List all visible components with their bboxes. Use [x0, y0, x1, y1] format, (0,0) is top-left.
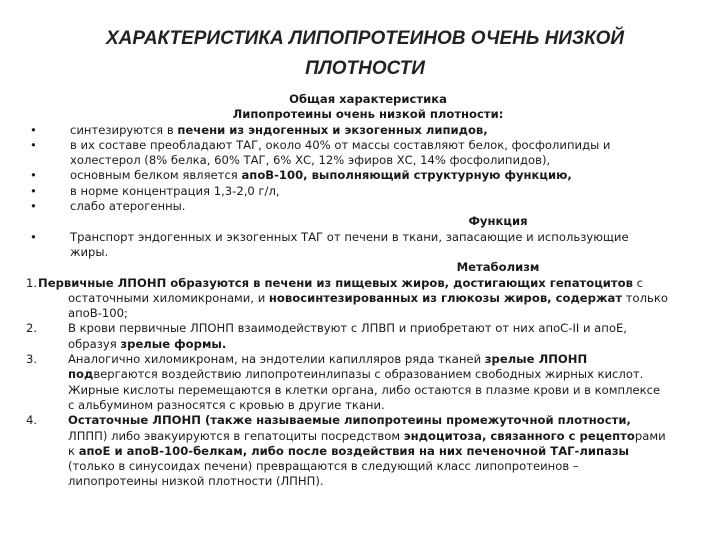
bullet-text-bold: апоВ-100, выполняющий структурную функцию, [241, 168, 572, 183]
numbered-item [26, 276, 670, 322]
bullet-icon: • [30, 229, 37, 244]
bullet-text: в их составе преобладают ТАГ, около 40% от массы составляют белок, фосфолипиды и холестерол (8% белка, 60% ТАГ, 6% ХС, 12% эфиров ХС, 14% фосфолипидов), [70, 137, 611, 168]
item-text: (только в синусоидах печени) превращаются в следующий класс липопротеинов – липопротеины низкой плотности (ЛПНП). [68, 459, 579, 489]
metabolism-heading: Метаболизм [456, 260, 540, 275]
item-text: В крови первичные ЛПОНП взаимодействуют с ЛПВП и приобретают от них апоС-II и апоЕ, образуя [68, 321, 627, 351]
bullet-icon: • [30, 183, 37, 198]
slide-body [26, 92, 670, 490]
item-text: Аналогично хиломикронам, на эндотелии капилляров ряда тканей [68, 352, 485, 367]
item-text-bold: новосинтезированных из глюкозы жиров, содержат [268, 290, 623, 305]
bullet-text: слабо атерогенны. [70, 199, 186, 214]
bullet-text: Транспорт эндогенных и экзогенных ТАГ от печени в ткани, запасающие и использующие жиры. [70, 229, 629, 259]
item-text-bold: апоЕ и апоВ-100-белкам, либо после воздействия на них печеночной ТАГ-липазы [78, 443, 630, 458]
bullet-text-bold: печени из эндогенных и экзогенных липидов, [177, 122, 488, 137]
item-text: рами к [68, 428, 666, 458]
page-title: ХАРАКТЕРИСТИКА ЛИПОПРОТЕИНОВ ОЧЕНЬ НИЗКОЙ ПЛОТНОСТИ [105, 28, 625, 79]
numbered-item [26, 321, 670, 352]
bullet-icon: • [30, 122, 37, 137]
bullet-item [26, 199, 670, 214]
item-text-bold: Остаточные ЛПОНП (также называемые липопротеины промежуточной плотности, [68, 413, 631, 428]
item-text: с остаточными хиломикронами, и [68, 275, 644, 305]
bullet-icon: • [30, 168, 37, 183]
item-text-bold: зрелые формы. [120, 336, 227, 351]
item-text: вергаются воздействию липопротеинлипазы с образованием свободных жирных кислот. Жирные кислоты перемещаются в клетки органа, либо остаются в плазме крови и в комплексе с альбумином разносятся с кровью в другие ткани. [68, 367, 661, 412]
bullet-item [26, 168, 670, 183]
general-subheading: Липопротеины очень низкой плотности: [232, 107, 504, 122]
bullet-text: синтезируются в [70, 122, 178, 137]
bullet-item [26, 230, 670, 261]
item-number: 2. [26, 321, 38, 336]
numbered-item [26, 352, 670, 413]
item-text: только апоВ-100; [68, 290, 668, 321]
item-number: 1. [26, 275, 38, 290]
bullet-item [26, 138, 670, 169]
item-text: ЛППП) либо эвакуируются в гепатоциты посредством [68, 428, 404, 443]
general-heading: Общая характеристика [289, 92, 447, 106]
bullet-item [26, 123, 670, 138]
bullet-text: основным белком является [70, 168, 242, 183]
item-number: 4. [26, 413, 38, 428]
item-text-bold: зрелые ЛПОНП под [68, 352, 588, 382]
numbered-item [26, 413, 670, 489]
function-heading: Функция [468, 214, 528, 229]
bullet-text: в норме концентрация 1,3-2,0 г/л, [70, 183, 280, 198]
bullet-icon: • [30, 137, 37, 152]
item-number: 3. [26, 352, 38, 367]
bullet-item [26, 184, 670, 199]
item-text-bold: эндоцитоза, связанного с рецепто [403, 428, 635, 443]
item-text-bold: Первичные ЛПОНП образуются в печени из пищевых жиров, достигающих гепатоцитов [38, 275, 633, 290]
bullet-icon: • [30, 199, 37, 214]
